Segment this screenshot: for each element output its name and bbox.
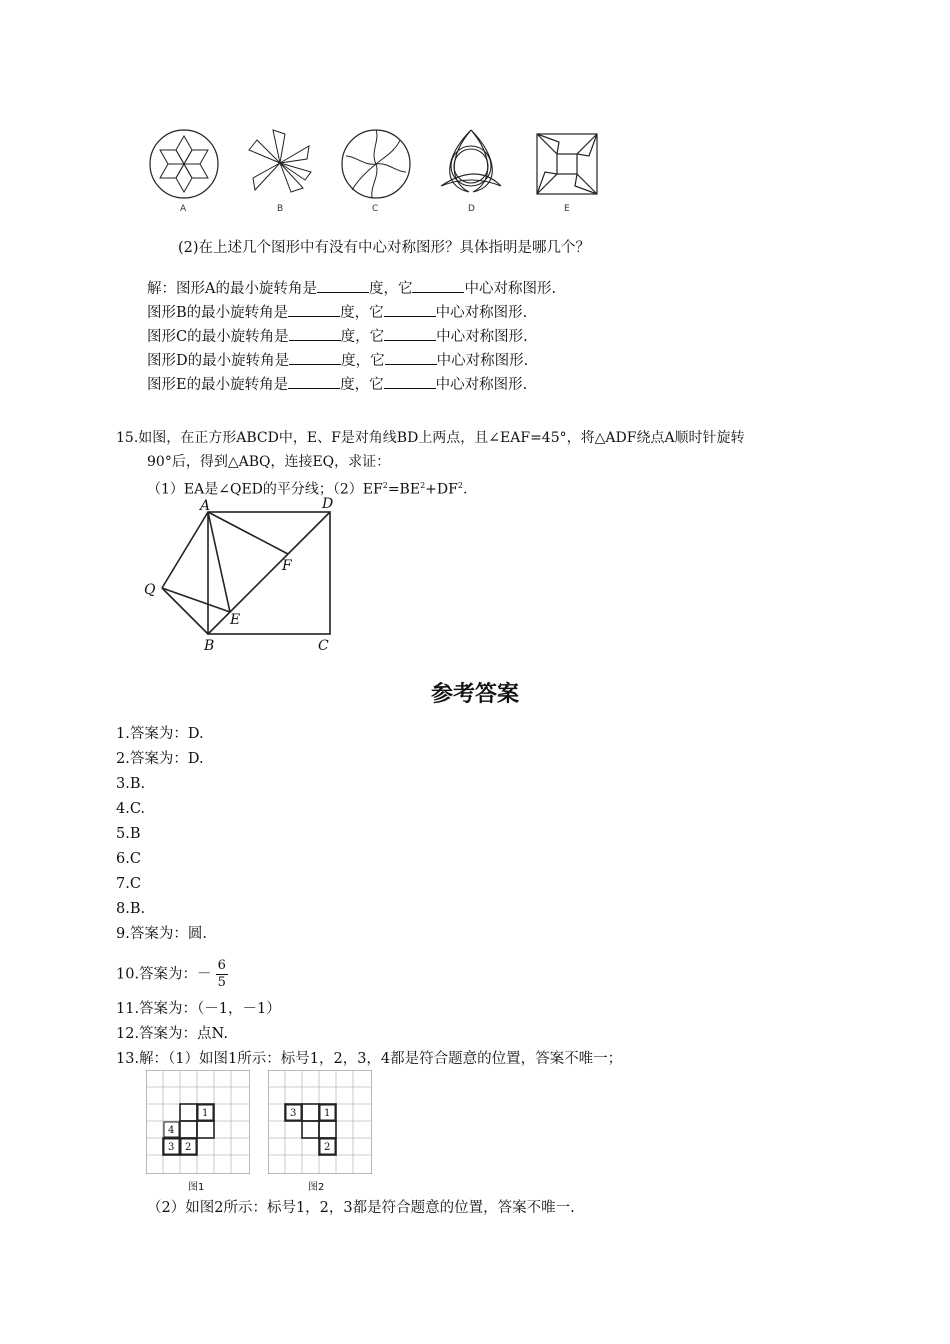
fraction [216, 958, 228, 991]
answer-2: 2.答案为：D. [116, 751, 204, 767]
grid-figure-1 [146, 1070, 250, 1174]
figure-a [148, 128, 220, 200]
point-label-b: B [204, 638, 215, 654]
answer-line-prefix: 图形C的最小旋转角是 [147, 329, 289, 345]
fraction-denominator: 5 [217, 975, 226, 990]
answer-line-mid: 度，它 [340, 305, 384, 321]
figure-b [245, 126, 315, 200]
answer-9: 9.答案为：圆. [116, 926, 207, 942]
grid1-cell-label: 4 [168, 1125, 175, 1136]
grid-figure-2 [268, 1070, 372, 1174]
grid1-caption: 图1 [188, 1182, 205, 1193]
grid1-cell-label: 1 [202, 1108, 209, 1119]
superscript: 2 [457, 481, 463, 490]
figure-e [535, 132, 599, 196]
answer-3: 3.B. [116, 776, 146, 792]
blank-field[interactable] [384, 302, 436, 317]
grid2-caption: 图2 [308, 1182, 325, 1193]
answer-13-part1: 13.解：（1）如图1所示：标号1，2，3，4都是符合题意的位置，答案不唯一； [116, 1051, 623, 1067]
answer-5: 5.B [116, 826, 141, 842]
answer-13-part2: （2）如图2所示：标号1，2，3都是符合题意的位置，答案不唯一. [147, 1200, 575, 1216]
blank-field[interactable] [289, 350, 341, 365]
blank-field[interactable] [317, 278, 369, 293]
answer-line-mid: 度，它 [341, 353, 385, 369]
point-label-q: Q [144, 582, 156, 598]
answers-title: 参考答案 [430, 682, 519, 707]
answer-1: 1.答案为：D. [116, 726, 204, 742]
q15-text-b: =BE [387, 481, 421, 498]
answer-10-prefix: 10.答案为： [116, 966, 198, 983]
answer-line-d [147, 350, 528, 371]
answer-line-suffix: 中心对称图形. [435, 305, 528, 321]
answer-line-mid: 度，它 [368, 281, 413, 297]
figure-label-b: B [277, 204, 284, 214]
figure-label-c: C [372, 204, 379, 214]
grid1-cell-label: 3 [168, 1142, 175, 1153]
answer-7: 7.C [116, 876, 141, 892]
answer-10-sign: － [197, 966, 212, 983]
answer-line-suffix: 中心对称图形. [464, 281, 557, 297]
grid1-cell-label: 2 [185, 1142, 192, 1153]
answer-line-mid: 度，它 [340, 377, 384, 393]
answer-line-b [147, 302, 527, 323]
answer-line-suffix: 中心对称图形. [436, 353, 529, 369]
grid2-cell-label: 1 [324, 1108, 331, 1119]
blank-field[interactable] [384, 374, 436, 389]
figure-label-d: D [468, 204, 475, 214]
square-diagram [140, 496, 350, 656]
q15-line1: 15.如图，在正方形ABCD中，E、F是对角线BD上两点，且∠EAF=45°，将△ADF绕点A顺时针旋转 [116, 430, 745, 446]
q15-text-a: （1）EA是∠QED的平分线；（2）EF [147, 481, 383, 498]
point-label-c: C [318, 638, 329, 654]
answer-8: 8.B. [116, 901, 146, 917]
answer-line-prefix: 图形B的最小旋转角是 [147, 305, 289, 321]
figure-c [340, 128, 412, 200]
answer-11: 11.答案为：（－1，－1） [116, 1001, 281, 1017]
blank-field[interactable] [289, 326, 341, 341]
point-label-f: F [282, 558, 292, 574]
blank-field[interactable] [384, 326, 436, 341]
answer-line-prefix: 图形E的最小旋转角是 [147, 377, 289, 393]
superscript: 2 [382, 481, 388, 490]
answer-line-mid: 度，它 [340, 329, 385, 345]
answer-line-prefix: 图形D的最小旋转角是 [147, 353, 290, 369]
figure-label-a: A [180, 204, 187, 214]
answer-line-prefix: 解：图形A的最小旋转角是 [147, 281, 317, 297]
q14-part2: (2)在上述几个图形中有没有中心对称图形？具体指明是哪几个？ [178, 240, 591, 256]
answer-line-suffix: 中心对称图形. [436, 329, 528, 345]
answer-line-e [147, 374, 527, 395]
superscript: 2 [420, 481, 426, 490]
answer-line-suffix: 中心对称图形. [435, 377, 528, 393]
fraction-numerator: 6 [217, 958, 226, 973]
blank-field[interactable] [288, 302, 340, 317]
blank-field[interactable] [288, 374, 340, 389]
point-label-d: D [322, 496, 334, 512]
figure-d [435, 126, 507, 198]
answer-line-a [147, 278, 556, 299]
point-label-a: A [200, 498, 211, 514]
answer-6: 6.C [116, 851, 141, 867]
answer-12: 12.答案为：点N. [116, 1026, 228, 1042]
q15-text-c: +DF [425, 481, 458, 498]
grid2-cell-label: 3 [290, 1108, 297, 1119]
answer-line-c [147, 326, 528, 347]
figure-row [140, 118, 610, 218]
answer-10 [116, 958, 228, 991]
point-label-e: E [230, 612, 241, 628]
figure-label-e: E [564, 204, 570, 214]
q15-line2: 90°后，得到△ABQ，连接EQ，求证： [147, 454, 391, 470]
grid2-cell-label: 2 [324, 1142, 331, 1153]
answer-4: 4.C. [116, 801, 146, 817]
blank-field[interactable] [385, 350, 437, 365]
blank-field[interactable] [412, 278, 464, 293]
q15-text-d: . [462, 481, 468, 498]
